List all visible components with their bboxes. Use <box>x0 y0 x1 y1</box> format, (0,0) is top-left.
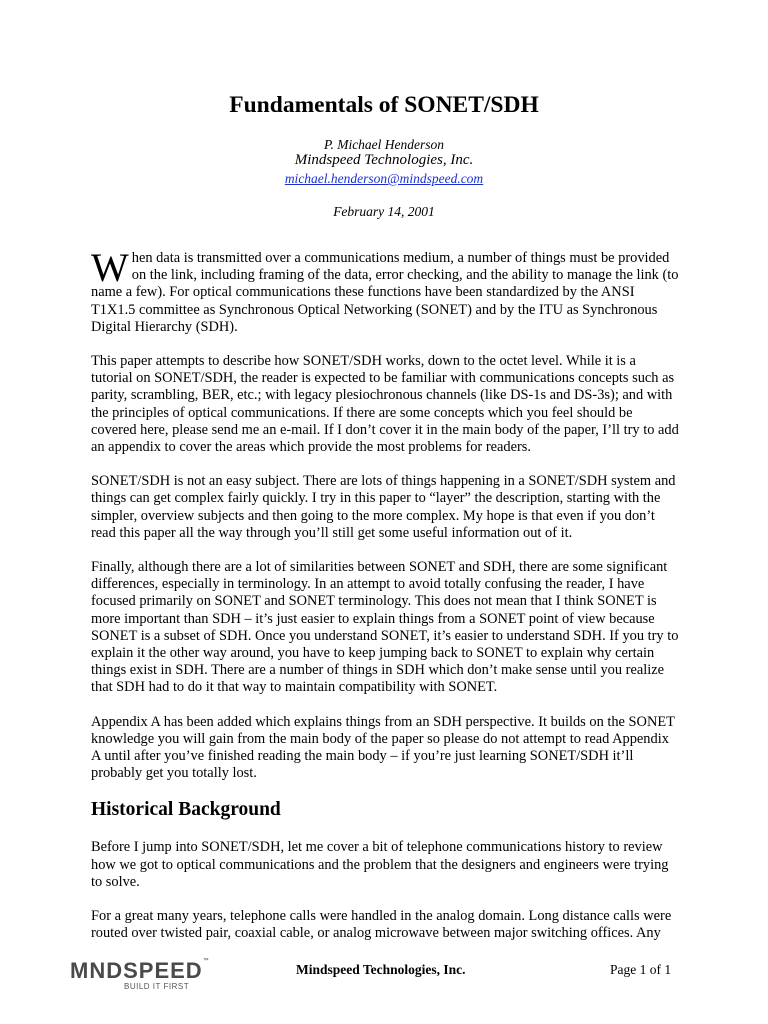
section-heading: Historical Background <box>91 799 281 821</box>
intro-paragraph-3: SONET/SDH is not an easy subject. There are lots of things happening in a SONET/SDH system and things can get complex fairly quickly. I try in this paper to “layer” the description, starting with the simpler, overview subjects and then going to the more complex. My hope is that even if you don’t read this paper all the way through you’ll still get some useful information out of it. <box>91 473 676 541</box>
intro-paragraph-4: Finally, although there are a lot of similarities between SONET and SDH, there are some significant differences, especially in terminology. In an attempt to avoid totally confusing the reader, I have focused primarily on SONET and SONET terminology. This does not mean that I think SONET is more important than SDH – it’s just easier to explain things from a SONET point of view because SONET is a subset of SDH. Once you understand SONET, it’s easier to understand SDH. If you try to explain it the other way around, you have to keep jumping back to SONET to explain why certain things exist in SDH. There are a number of things in SDH which don’t make sense until you realize that SDH had to do it that way to maintain compatibility with SONET. <box>91 559 679 696</box>
author-email <box>0 171 768 187</box>
intro-paragraph-5: Appendix A has been added which explains things from an SDH perspective. It builds on the SONET knowledge you will gain from the main body of the paper so please do not attempt to read Appendix A until after you’ve finished reading the main body – if you’re just learning SONET/SDH it’ll probably get you totally lost. <box>91 713 675 782</box>
publication-date: February 14, 2001 <box>333 204 435 219</box>
page-footer <box>0 950 768 1000</box>
mindspeed-logo <box>70 958 210 991</box>
intro-paragraph-1 <box>91 245 679 336</box>
intro-paragraph-1-text: hen data is transmitted over a communications medium, a number of things must be provided on the link, including framing of the data, error checking, and the ability to manage the link (to name a few). For optical communications these functions have been standardized by the ANSI T1X1.5 committee as Synchronous Optical Networking (SONET) and by the ITU as Synchronous Digital Hierarchy (SDH). <box>91 250 679 335</box>
author-company: Mindspeed Technologies, Inc. <box>294 152 474 168</box>
email-link[interactable]: michael.henderson@mindspeed.com <box>284 171 484 186</box>
author-name: P. Michael Henderson <box>323 137 445 152</box>
logo-tagline: BUILD IT FIRST <box>124 982 190 991</box>
footer-company: Mindspeed Technologies, Inc. <box>296 962 466 977</box>
trademark-symbol: ™ <box>202 958 210 964</box>
section-paragraph-2: For a great many years, telephone calls were handled in the analog domain. Long distance calls were routed over twisted pair, coaxial cable, or analog microwave between major switching offices. Any <box>91 908 672 942</box>
intro-paragraph-2: This paper attempts to describe how SONET/SDH works, down to the octet level. While it is a tutorial on SONET/SDH, the reader is expected to be familiar with communications concepts such as parity, scrambling, BER, etc.; with legacy plesiochronous channels (like DS-1s and DS-3s); and with the principles of optical communications. If there are some concepts which you feel should be covered here, please send me an e-mail. If I don’t cover it in the main body of the paper, I’ll try to add an appendix to cover the areas which provide the most problems for readers. <box>91 353 679 456</box>
body-text <box>91 245 679 960</box>
paper-title: Fundamentals of SONET/SDH <box>229 92 539 118</box>
section-paragraph-1: Before I jump into SONET/SDH, let me cover a bit of telephone communications history to review how we got to optical communications and the problem that the designers and engineers were trying to solve. <box>91 839 669 890</box>
drop-cap: W <box>91 245 129 290</box>
logo-wordmark: MNDSPEED™ <box>70 958 210 983</box>
page-number: Page 1 of 1 <box>610 962 672 977</box>
